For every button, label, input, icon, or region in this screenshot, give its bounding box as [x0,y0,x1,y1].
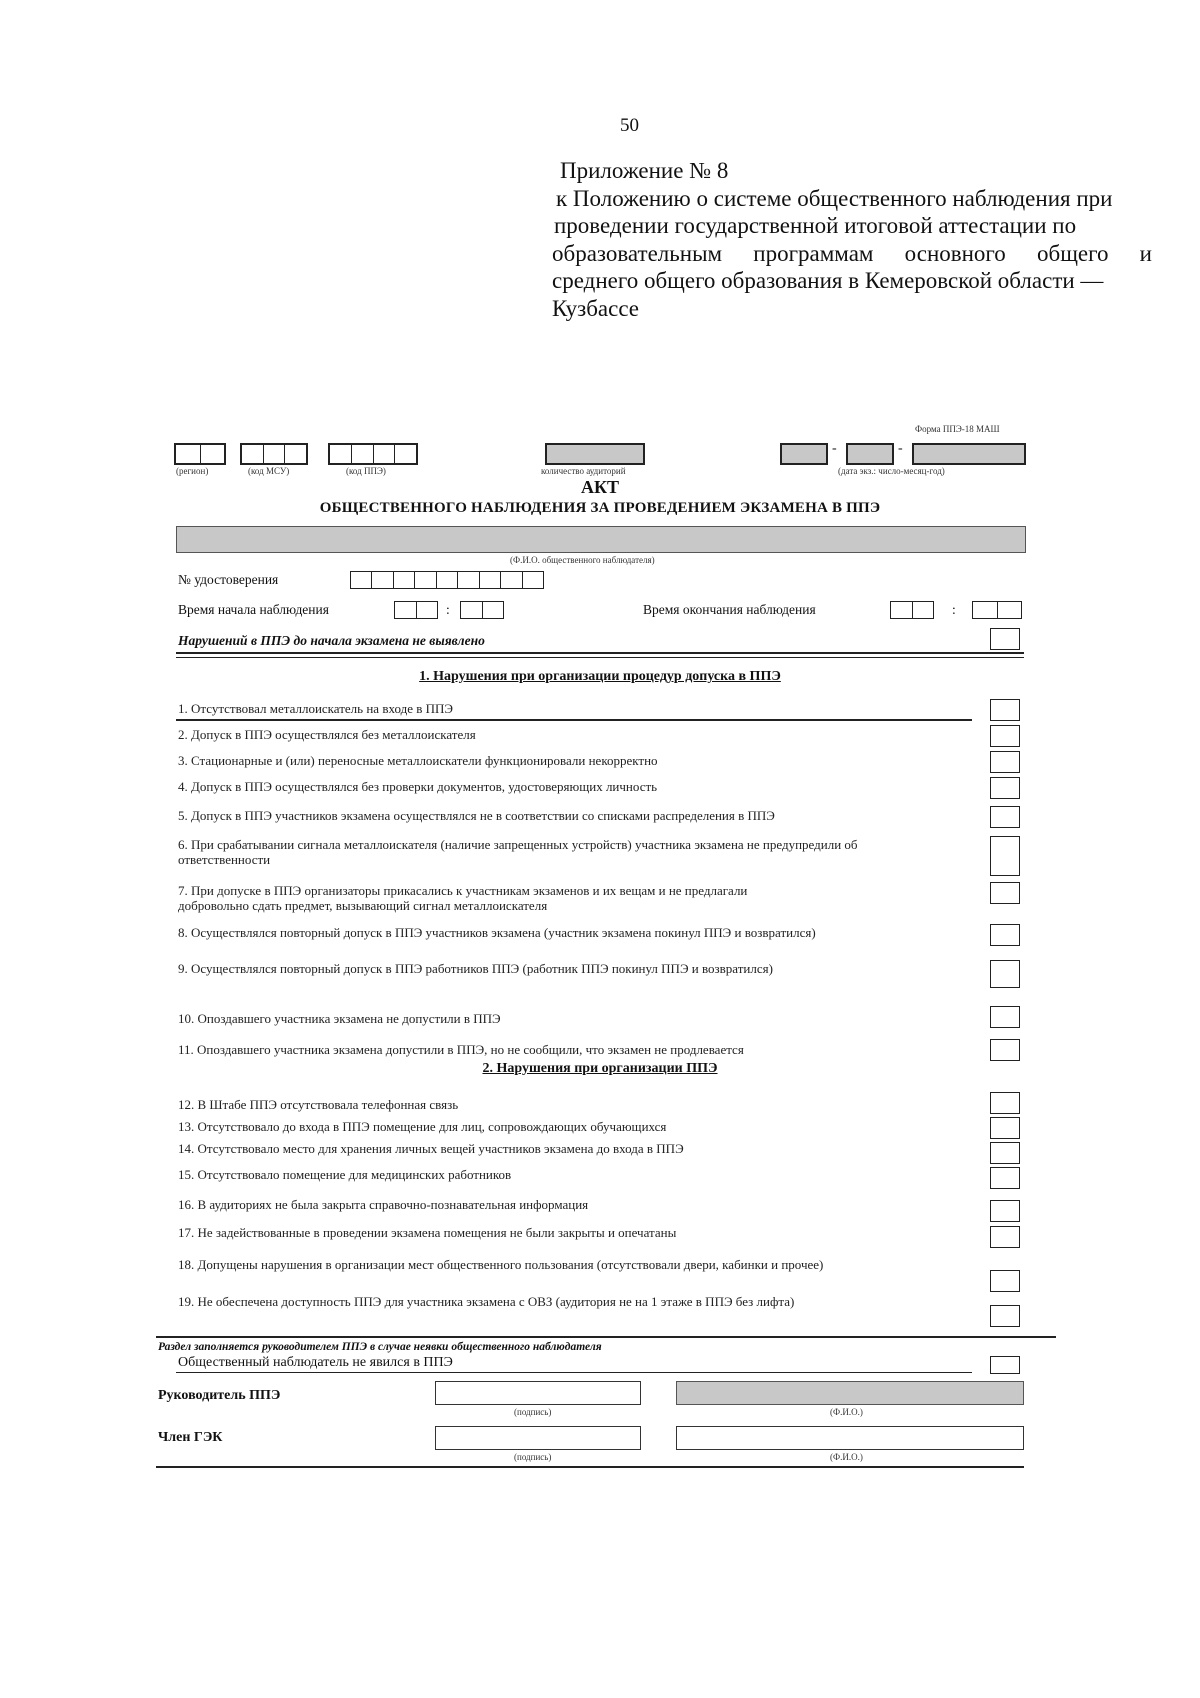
signature-caption: (подпись) [514,1452,552,1462]
violation-item: 11. Опоздавшего участника экзамена допустили в ППЭ, но не сообщили, что экзамен не продлевается [178,1042,744,1057]
violation-item: 9. Осуществлялся повторный допуск в ППЭ работников ППЭ (работник ППЭ покинул ППЭ и возвратился) [178,961,773,976]
time-separator: : [446,602,450,617]
divider [176,652,1024,654]
name-caption: (Ф.И.О.) [830,1452,863,1462]
appendix-line: проведении государственной итоговой аттестации по [554,213,1077,238]
end-time-label: Время окончания наблюдения [643,602,816,617]
violation-checkbox[interactable] [990,777,1020,799]
violation-item: 16. В аудиториях не была закрыта справочно-познавательная информация [178,1197,589,1212]
signature-caption: (подпись) [514,1407,552,1417]
divider [176,719,972,721]
violation-checkbox[interactable] [990,1117,1020,1139]
violation-checkbox[interactable] [990,836,1020,876]
name-caption: (Ф.И.О.) [830,1407,863,1417]
certificate-number-field[interactable] [350,571,544,589]
violation-checkbox[interactable] [990,1226,1020,1248]
certificate-label: № удостоверения [178,572,279,587]
violation-item: 7. При допуске в ППЭ организаторы прикасались к участникам экзаменов и их вещам и не предлагали добровольно сдать предмет, вызывающий сигнал металлоискателя [178,883,748,913]
divider [176,1372,972,1373]
observer-caption: (Ф.И.О. общественного наблюдателя) [510,555,655,565]
head-signature-field[interactable] [435,1381,641,1405]
head-name-field[interactable] [676,1381,1024,1405]
appendix-title: Приложение № 8 [560,158,729,183]
end-hours-field[interactable] [890,601,934,619]
no-violations-label: Нарушений в ППЭ до начала экзамена не выявлено [178,633,485,648]
act-subtitle: ОБЩЕСТВЕННОГО НАБЛЮДЕНИЯ ЗА ПРОВЕДЕНИЕМ ЭКЗАМЕНА В ППЭ [319,500,881,516]
violation-item: 5. Допуск в ППЭ участников экзамена осуществлялся не в соответствии со списками распределения в ППЭ [178,808,775,823]
date-year-field[interactable] [912,443,1026,465]
appendix-line: Кузбассе [552,295,640,321]
start-minutes-field[interactable] [460,601,504,619]
appendix-line: к Положению о системе общественного наблюдения при [556,185,1113,211]
act-title: АКТ [580,477,620,497]
violation-checkbox[interactable] [990,1200,1020,1222]
violation-item: 17. Не задействованные в проведении экзамена помещения не были закрыты и опечатаны [178,1225,677,1240]
violation-item: 19. Не обеспечена доступность ППЭ для участника экзамена с ОВЗ (аудитория не на 1 этаже в ППЭ без лифта) [178,1294,795,1309]
date-day-field[interactable] [780,443,828,465]
violation-checkbox[interactable] [990,1305,1020,1327]
violation-item: 3. Стационарные и (или) переносные металлоискатели функционировали некорректно [178,753,658,768]
ppe-code-field[interactable] [328,443,418,465]
violation-item: 13. Отсутствовало до входа в ППЭ помещение для лиц, сопровождающих обучающихся [178,1119,667,1134]
no-violations-checkbox[interactable] [990,628,1020,650]
signature-role: Руководитель ППЭ [158,1388,281,1403]
violation-item: 4. Допуск в ППЭ осуществлялся без проверки документов, удостоверяющих личность [178,779,658,794]
msu-caption: (код МСУ) [248,466,290,476]
appendix-header [552,157,1152,322]
violation-item: 1. Отсутствовал металлоискатель на входе в ППЭ [178,701,453,716]
violation-checkbox[interactable] [990,1006,1020,1028]
violation-item: 10. Опоздавшего участника экзамена не допустили в ППЭ [178,1011,501,1026]
time-separator: : [952,602,956,617]
violation-checkbox[interactable] [990,924,1020,946]
violation-item: 14. Отсутствовало место для хранения личных вещей участников экзамена до входа в ППЭ [178,1141,684,1156]
violation-checkbox[interactable] [990,1270,1020,1292]
violation-checkbox[interactable] [990,751,1020,773]
auditorium-caption: количество аудиторий [541,466,626,476]
date-caption: (дата экз.: число-месяц-год) [838,466,945,476]
violation-checkbox[interactable] [990,1142,1020,1164]
head-note: Раздел заполняется руководителем ППЭ в случае неявки общественного наблюдателя [158,1341,602,1353]
date-month-field[interactable] [846,443,894,465]
ppe-caption: (код ППЭ) [346,466,386,476]
msu-code-field[interactable] [240,443,308,465]
signature-role: Член ГЭК [158,1430,223,1445]
date-dash: - [898,441,903,456]
violation-checkbox[interactable] [990,1092,1020,1114]
violation-checkbox[interactable] [990,806,1020,828]
gek-signature-field[interactable] [435,1426,641,1450]
region-caption: (регион) [176,466,209,476]
violation-checkbox[interactable] [990,882,1020,904]
violation-item: 8. Осуществлялся повторный допуск в ППЭ участников экзамена (участник экзамена покинул ППЭ и возвратился) [178,925,816,940]
divider [156,1336,1056,1338]
section-1-title: 1. Нарушения при организации процедур допуска в ППЭ [419,669,781,684]
violation-checkbox[interactable] [990,1039,1020,1061]
violation-item: 12. В Штабе ППЭ отсутствовала телефонная связь [178,1097,459,1112]
violation-item: 15. Отсутствовало помещение для медицинских работников [178,1167,512,1182]
violation-checkbox[interactable] [990,725,1020,747]
auditorium-count-field[interactable] [545,443,645,465]
violation-checkbox[interactable] [990,1167,1020,1189]
violation-checkbox[interactable] [990,960,1020,988]
gek-name-field[interactable] [676,1426,1024,1450]
end-minutes-field[interactable] [972,601,1022,619]
observer-name-field[interactable] [176,526,1026,553]
no-show-checkbox[interactable] [990,1356,1020,1374]
no-show-label: Общественный наблюдатель не явился в ППЭ [178,1355,453,1370]
divider [156,1466,1024,1468]
page-number: 50 [620,115,639,136]
start-hours-field[interactable] [394,601,438,619]
start-time-label: Время начала наблюдения [178,602,329,617]
violation-item: 6. При срабатывании сигнала металлоискателя (наличие запрещенных устройств) участника экзамена не предупредили об ответственности [178,837,858,867]
region-code-field[interactable] [174,443,226,465]
appendix-line: среднего общего образования в Кемеровской области — [552,268,1104,293]
date-dash: - [832,441,837,456]
divider [176,657,1024,658]
appendix-line: образовательным программам основного общего и [552,240,1152,266]
section-2-title: 2. Нарушения при организации ППЭ [482,1061,718,1076]
violation-checkbox[interactable] [990,699,1020,721]
violation-item: 18. Допущены нарушения в организации мест общественного пользования (отсутствовали двери, кабинки и прочее) [178,1257,824,1272]
violation-item: 2. Допуск в ППЭ осуществлялся без металлоискателя [178,727,476,742]
form-id: Форма ППЭ-18 МАШ [915,424,1000,434]
